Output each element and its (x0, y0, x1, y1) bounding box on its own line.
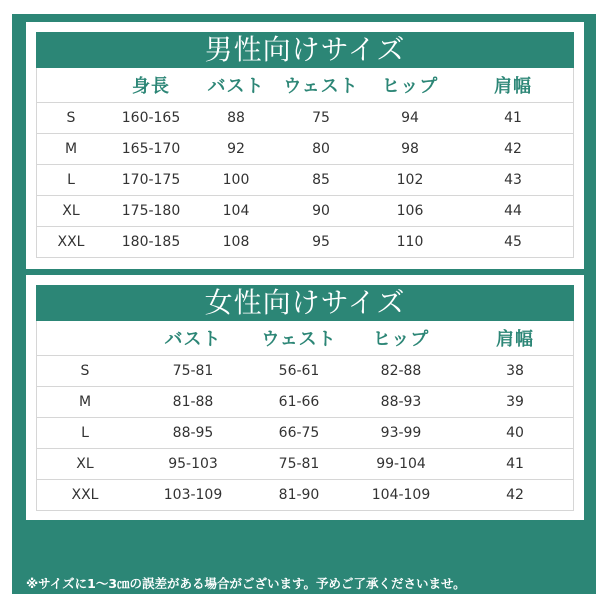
shoulder-value: 39 (506, 394, 524, 410)
waist-value: 95 (312, 234, 330, 250)
size-label: XXL (71, 487, 99, 503)
waist-value: 61-66 (278, 394, 320, 410)
men-table-header (37, 68, 573, 103)
shoulder-value: 44 (504, 203, 522, 219)
shoulder-value: 41 (506, 456, 524, 472)
shoulder-value: 41 (504, 110, 522, 126)
men-size-table (36, 68, 574, 258)
bust-value: 103-109 (163, 487, 223, 503)
shoulder-value: 38 (506, 363, 524, 379)
size-label: XXL (57, 234, 85, 250)
size-label: L (67, 172, 75, 188)
waist-value: 81-90 (278, 487, 320, 503)
waist-value: 75-81 (278, 456, 320, 472)
bust-value: 75-81 (172, 363, 214, 379)
bust-value: 100 (222, 172, 250, 188)
men-header-waist: ウェスト (283, 76, 359, 97)
size-label: L (81, 425, 89, 441)
hip-value: 104-109 (371, 487, 431, 503)
shoulder-value: 42 (506, 487, 524, 503)
men-header-shoulder: 肩幅 (494, 76, 532, 97)
hip-value: 102 (396, 172, 424, 188)
table-row (37, 387, 573, 418)
table-row (37, 134, 573, 165)
men-size-panel (26, 22, 584, 269)
bust-value: 81-88 (172, 394, 214, 410)
shoulder-value: 40 (506, 425, 524, 441)
women-header-bust: バスト (164, 329, 222, 350)
size-label: M (78, 394, 92, 410)
bust-value: 88 (227, 110, 245, 126)
women-size-title: 女性向けサイズ (36, 285, 574, 321)
hip-value: 88-93 (380, 394, 422, 410)
hip-value: 110 (396, 234, 424, 250)
shoulder-value: 45 (504, 234, 522, 250)
waist-value: 85 (312, 172, 330, 188)
waist-value: 66-75 (278, 425, 320, 441)
shoulder-value: 42 (504, 141, 522, 157)
table-row (37, 227, 573, 258)
size-tolerance-note: ※サイズに1～3㎝の誤差がある場合がございます。予めご了承くださいませ。 (26, 576, 466, 591)
table-row (37, 356, 573, 387)
men-header-height: 身長 (132, 76, 170, 97)
hip-value: 82-88 (380, 363, 422, 379)
bust-value: 88-95 (172, 425, 214, 441)
men-header-size (37, 68, 105, 102)
table-row (37, 103, 573, 134)
men-header-hip: ヒップ (381, 76, 439, 97)
height-value: 160-165 (121, 110, 181, 126)
waist-value: 75 (312, 110, 330, 126)
bust-value: 104 (222, 203, 250, 219)
table-row (37, 449, 573, 480)
size-label: XL (62, 203, 80, 219)
women-header-shoulder: 肩幅 (496, 329, 534, 350)
table-row (37, 196, 573, 227)
waist-value: 90 (312, 203, 330, 219)
hip-value: 94 (401, 110, 419, 126)
hip-value: 106 (396, 203, 424, 219)
women-size-panel (26, 275, 584, 520)
hip-value: 99-104 (376, 456, 426, 472)
size-label: XL (76, 456, 94, 472)
hip-value: 98 (401, 141, 419, 157)
hip-value: 93-99 (380, 425, 422, 441)
height-value: 165-170 (121, 141, 181, 157)
height-value: 175-180 (121, 203, 181, 219)
waist-value: 80 (312, 141, 330, 157)
bust-value: 108 (222, 234, 250, 250)
women-header-size (37, 321, 133, 355)
size-label: S (80, 363, 90, 379)
height-value: 170-175 (121, 172, 181, 188)
women-table-header (37, 321, 573, 356)
waist-value: 56-61 (278, 363, 320, 379)
men-header-bust: バスト (207, 76, 265, 97)
women-size-table (36, 321, 574, 511)
shoulder-value: 43 (504, 172, 522, 188)
size-label: M (64, 141, 78, 157)
height-value: 180-185 (121, 234, 181, 250)
bust-value: 95-103 (168, 456, 218, 472)
women-header-hip: ヒップ (372, 329, 430, 350)
men-size-title: 男性向けサイズ (36, 32, 574, 68)
bust-value: 92 (227, 141, 245, 157)
table-row (37, 480, 573, 511)
table-row (37, 165, 573, 196)
table-row (37, 418, 573, 449)
women-header-waist: ウェスト (261, 329, 337, 350)
size-label: S (66, 110, 76, 126)
